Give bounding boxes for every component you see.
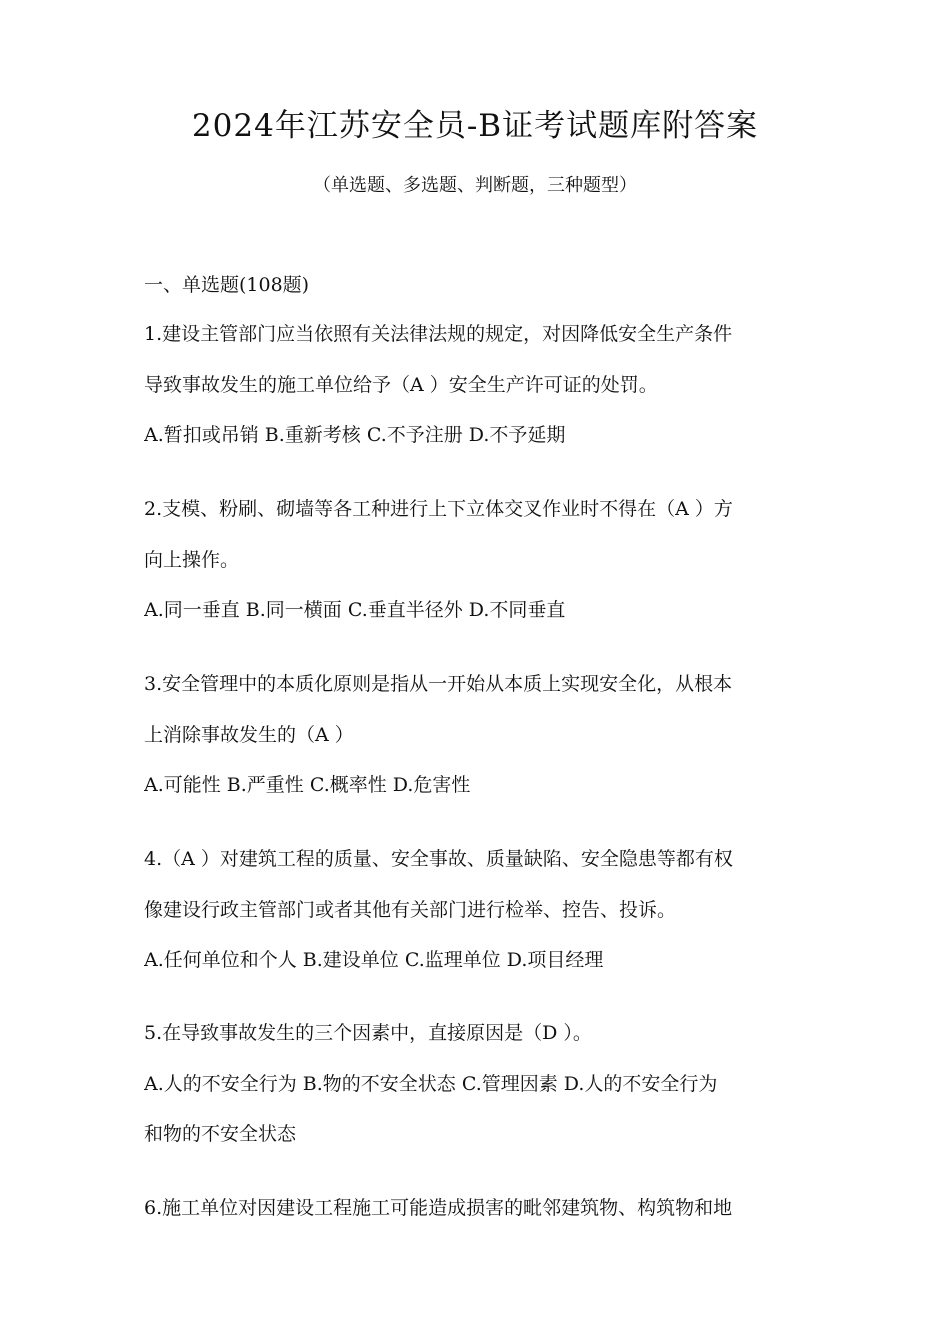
question-stem-line: 5.在导致事故发生的三个因素中，直接原因是（D ）。 [144,1022,592,1044]
question-stem-line: 6.施工单位对因建设工程施工可能造成损害的毗邻建筑物、构筑物和地 [144,1197,733,1219]
question-stem-line: 上消除事故发生的（A ） [144,724,354,746]
section-heading: 一、单选题(108题) [144,274,310,296]
question-stem-line: 3.安全管理中的本质化原则是指从一开始从本质上实现安全化，从根本 [144,673,733,695]
question-stem-line: 1.建设主管部门应当依照有关法律法规的规定，对因降低安全生产条件 [144,323,733,345]
question-options: A.暂扣或吊销 B.重新考核 C.不予注册 D.不予延期 [144,424,566,446]
question-stem-line: 向上操作。 [144,549,240,571]
question-options: 和物的不安全状态 [144,1123,297,1145]
question-stem-line: 导致事故发生的施工单位给予（A ）安全生产许可证的处罚。 [144,374,658,396]
question-stem-line: 像建设行政主管部门或者其他有关部门进行检举、控告、投诉。 [144,899,677,921]
document-subtitle: （单选题、多选题、判断题，三种题型） [313,175,637,196]
question-stem-line: 2.支模、粉刷、砌墙等各工种进行上下立体交叉作业时不得在（A ）方 [144,498,733,520]
question-options: A.同一垂直 B.同一横面 C.垂直半径外 D.不同垂直 [144,599,566,621]
question-options: A.可能性 B.严重性 C.概率性 D.危害性 [144,774,471,796]
question-options: A.任何单位和个人 B.建设单位 C.监理单位 D.项目经理 [144,949,604,971]
document-title: 2024年江苏安全员-B证考试题库附答案 [191,108,759,144]
question-stem-line: 4.（A ）对建筑工程的质量、安全事故、质量缺陷、安全隐患等都有权 [144,848,733,870]
question-options: A.人的不安全行为 B.物的不安全状态 C.管理因素 D.人的不安全行为 [144,1073,718,1095]
